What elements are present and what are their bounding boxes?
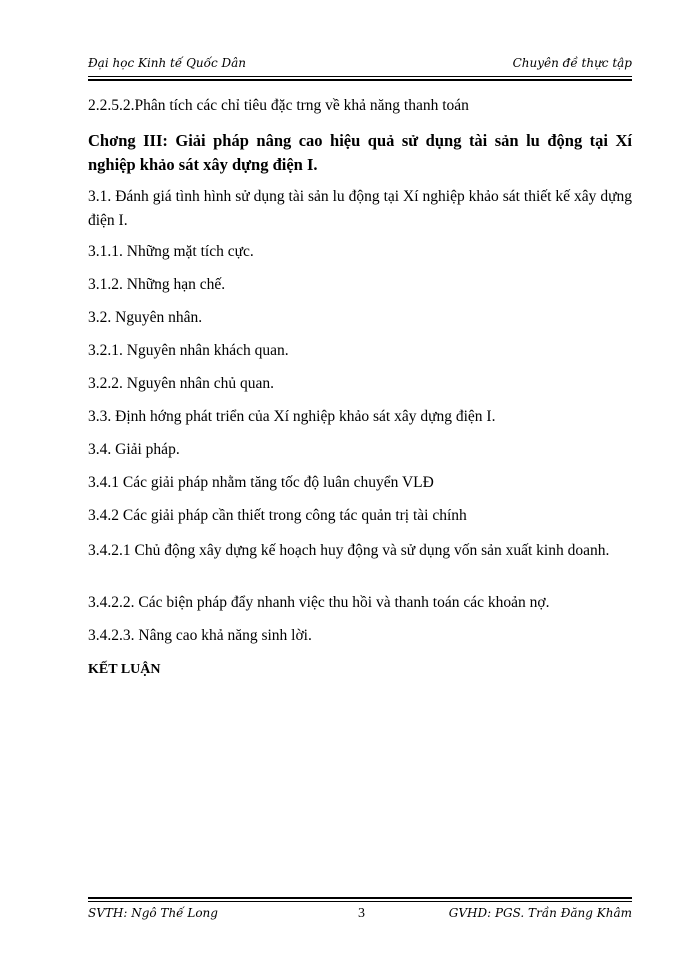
conclusion-heading: KẾT LUẬN bbox=[88, 662, 161, 677]
chapter-3-heading: Chơng III: Giải pháp nâng cao hiệu quả sử dụng tài sản lu động tại Xí nghiệp khảo sát xây dựng điện I. bbox=[88, 131, 632, 174]
page-header bbox=[88, 54, 632, 74]
footer-rule-thick bbox=[88, 897, 632, 899]
toc-item-3422: 3.4.2.2. Các biện pháp đẩy nhanh việc thu hồi và thanh toán các khoản nợ. bbox=[88, 594, 550, 611]
page-footer bbox=[88, 906, 632, 926]
header-report-type: Chuyên đề thực tập bbox=[512, 56, 632, 70]
toc-item-33: 3.3. Định hớng phát triển của Xí nghiệp khảo sát xây dựng điện I. bbox=[88, 408, 496, 425]
header-rule bbox=[88, 76, 632, 77]
toc-item-322: 3.2.2. Nguyên nhân chủ quan. bbox=[88, 375, 274, 392]
toc-item-32: 3.2. Nguyên nhân. bbox=[88, 309, 203, 326]
toc-item-34: 3.4. Giải pháp. bbox=[88, 441, 180, 458]
toc-item-2252: 2.2.5.2.Phân tích các chỉ tiêu đặc trng về khả năng thanh toán bbox=[88, 97, 469, 114]
page-number: 3 bbox=[358, 906, 365, 921]
toc-item-311: 3.1.1. Những mặt tích cực. bbox=[88, 243, 254, 260]
footer-advisor: GVHD: PGS. Trần Đăng Khâm bbox=[448, 906, 632, 920]
footer-rule bbox=[88, 901, 632, 902]
toc-item-321: 3.2.1. Nguyên nhân khách quan. bbox=[88, 342, 289, 359]
toc-item-31: 3.1. Đánh giá tình hình sử dụng tài sản lu động tại Xí nghiệp khảo sát thiết kế xây dựng điện I. bbox=[88, 188, 632, 229]
toc-item-342: 3.4.2 Các giải pháp cần thiết trong công tác quản trị tài chính bbox=[88, 507, 467, 524]
toc-item-3421: 3.4.2.1 Chủ động xây dựng kế hoạch huy động và sử dụng vốn sản xuất kinh doanh. bbox=[88, 542, 610, 559]
footer-student: SVTH: Ngô Thế Long bbox=[88, 906, 218, 920]
toc-item-312: 3.1.2. Những hạn chế. bbox=[88, 276, 226, 293]
header-university: Đại học Kinh tế Quốc Dân bbox=[88, 56, 247, 70]
toc-item-341: 3.4.1 Các giải pháp nhằm tăng tốc độ luân chuyển VLĐ bbox=[88, 474, 434, 491]
header-rule-thick bbox=[88, 79, 632, 81]
toc-item-3423: 3.4.2.3. Nâng cao khả năng sinh lời. bbox=[88, 627, 312, 644]
